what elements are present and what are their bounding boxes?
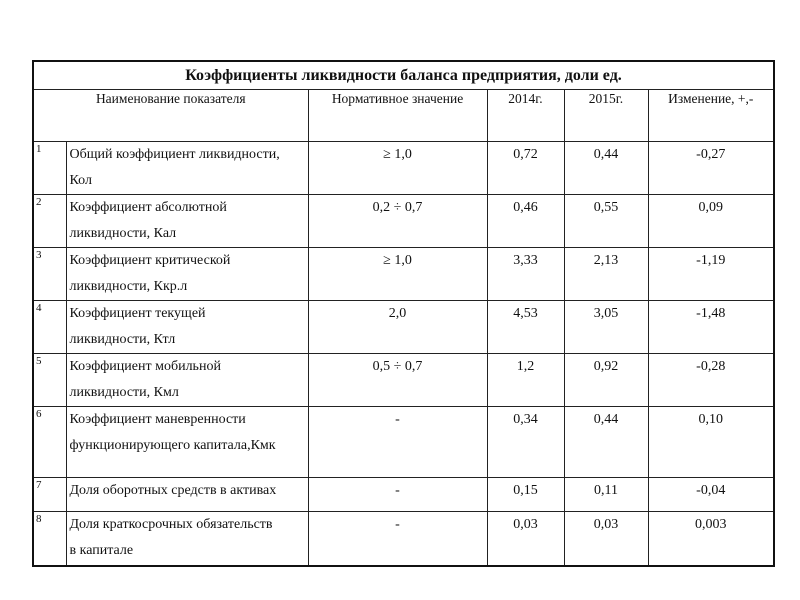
indicator-name-line2: в капитале	[69, 543, 134, 558]
indicator-name-line1: Доля краткосрочных обязательств	[69, 517, 273, 532]
indicator-name-line2: Кол	[69, 173, 92, 188]
indicator-name	[66, 354, 308, 407]
table-row	[33, 142, 774, 195]
row-number: 6	[33, 407, 66, 478]
change-value: 0,09	[648, 195, 774, 248]
table-row	[33, 195, 774, 248]
indicator-name-line2: ликвидности, Ккр.л	[69, 279, 188, 294]
header-normative-value: Нормативное значение	[308, 90, 487, 142]
indicator-name	[66, 512, 308, 566]
table-row	[33, 478, 774, 512]
change-value: -1,48	[648, 301, 774, 354]
value-2014: 3,33	[487, 248, 564, 301]
indicator-name	[66, 142, 308, 195]
row-number: 5	[33, 354, 66, 407]
normative-value: 2,0	[308, 301, 487, 354]
table-row	[33, 407, 774, 478]
indicator-name	[66, 301, 308, 354]
normative-value: -	[308, 512, 487, 566]
change-value: 0,10	[648, 407, 774, 478]
value-2014: 0,15	[487, 478, 564, 512]
value-2014: 0,72	[487, 142, 564, 195]
table-row	[33, 512, 774, 566]
change-value: -0,28	[648, 354, 774, 407]
indicator-name-line2: ликвидности, Кал	[69, 226, 177, 241]
indicator-name-line1: Коэффициент маневренности	[69, 412, 246, 427]
table-title: Коэффициенты ликвидности баланса предприятия, доли ед.	[33, 61, 774, 90]
value-2015: 3,05	[564, 301, 648, 354]
indicator-name-line2: ликвидности, Ктл	[69, 332, 176, 347]
table-row	[33, 248, 774, 301]
indicator-name	[66, 407, 308, 478]
change-value: -0,04	[648, 478, 774, 512]
indicator-name	[66, 195, 308, 248]
row-number: 3	[33, 248, 66, 301]
row-number: 4	[33, 301, 66, 354]
normative-value: 0,2 ÷ 0,7	[308, 195, 487, 248]
indicator-name-line1: Коэффициент текущей	[69, 306, 206, 321]
value-2015: 0,44	[564, 142, 648, 195]
table-row	[33, 354, 774, 407]
normative-value: ≥ 1,0	[308, 142, 487, 195]
normative-value: ≥ 1,0	[308, 248, 487, 301]
header-2015: 2015г.	[564, 90, 648, 142]
indicator-name-line1: Коэффициент абсолютной	[69, 200, 227, 215]
row-number: 2	[33, 195, 66, 248]
change-value: 0,003	[648, 512, 774, 566]
row-number: 8	[33, 512, 66, 566]
normative-value: -	[308, 478, 487, 512]
row-number: 1	[33, 142, 66, 195]
value-2015: 0,44	[564, 407, 648, 478]
row-number: 7	[33, 478, 66, 512]
normative-value: -	[308, 407, 487, 478]
change-value: -1,19	[648, 248, 774, 301]
value-2014: 0,03	[487, 512, 564, 566]
value-2015: 2,13	[564, 248, 648, 301]
indicator-name-line1: Доля оборотных средств в активах	[69, 483, 277, 498]
value-2015: 0,55	[564, 195, 648, 248]
liquidity-ratios-table	[32, 60, 775, 567]
indicator-name-line1: Общий коэффициент ликвидности,	[69, 147, 280, 162]
value-2015: 0,11	[564, 478, 648, 512]
value-2014: 0,46	[487, 195, 564, 248]
value-2014: 0,34	[487, 407, 564, 478]
value-2014: 1,2	[487, 354, 564, 407]
normative-value: 0,5 ÷ 0,7	[308, 354, 487, 407]
indicator-name-line1: Коэффициент критической	[69, 253, 231, 268]
header-change: Изменение, +,-	[648, 90, 774, 142]
value-2015: 0,92	[564, 354, 648, 407]
header-indicator-name: Наименование показателя	[33, 90, 308, 142]
indicator-name	[66, 248, 308, 301]
table-row	[33, 301, 774, 354]
value-2014: 4,53	[487, 301, 564, 354]
indicator-name-line1: Коэффициент мобильной	[69, 359, 221, 374]
indicator-name-line2: ликвидности, Кмл	[69, 385, 179, 400]
header-2014: 2014г.	[487, 90, 564, 142]
change-value: -0,27	[648, 142, 774, 195]
header-row	[33, 90, 774, 142]
indicator-name	[66, 478, 308, 512]
indicator-name-line2: функционирующего капитала,Кмк	[69, 438, 276, 453]
value-2015: 0,03	[564, 512, 648, 566]
